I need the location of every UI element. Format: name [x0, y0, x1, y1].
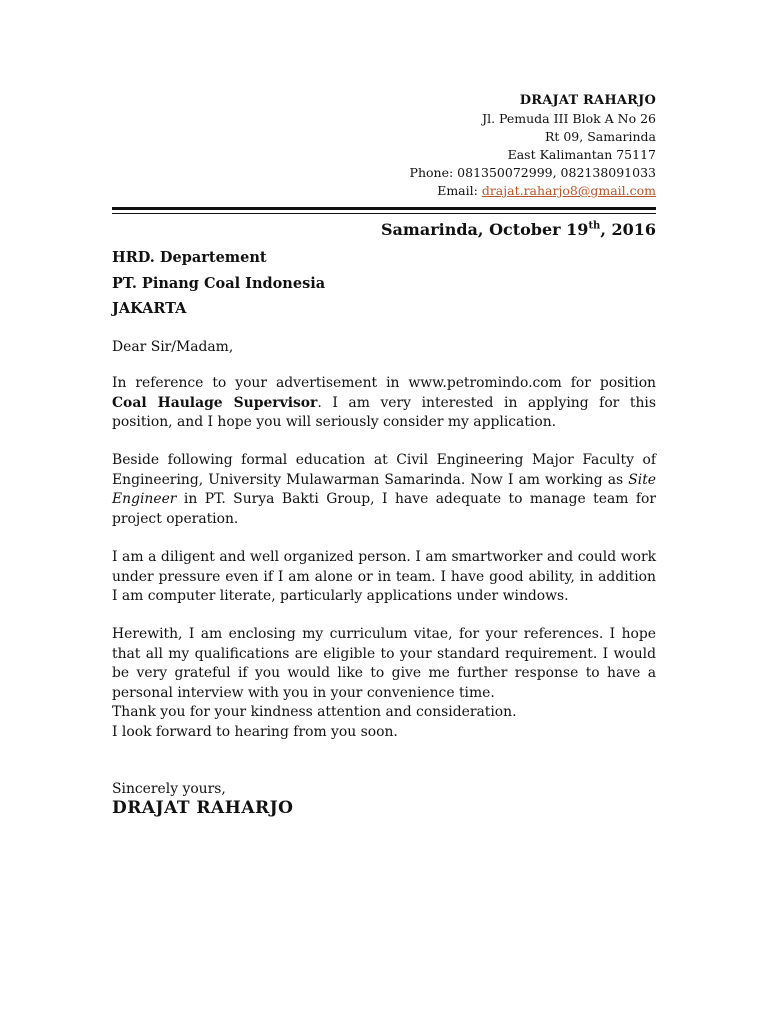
salutation: Dear Sir/Madam, — [112, 339, 234, 355]
look-forward-line: I look forward to hearing from you soon. — [112, 723, 398, 740]
paragraph-reference — [112, 374, 656, 433]
recipient-department: HRD. Departement — [112, 249, 267, 266]
job-title: Site Engineer — [112, 471, 656, 507]
position-title: Coal Haulage Supervisor — [112, 394, 318, 411]
paragraph-enclosure — [112, 625, 656, 742]
sender-email — [410, 182, 656, 200]
email-link[interactable]: drajat.raharjo8@gmail.com — [481, 183, 656, 198]
paragraph-education — [112, 451, 656, 529]
p2-text-a: Beside following formal education at Civil Engineering Major Faculty of Engineering, University Mulawarman Samarinda. Now I am working as — [112, 452, 656, 488]
p4-text: Herewith, I am enclosing my curriculum vitae, for your references. I hope that all my qualifications are eligible to your standard requirement. I would be very grateful if you would like to give me further response to have a personal interview with you in your convenience time. — [112, 626, 656, 701]
header-divider-thin — [112, 213, 656, 214]
thanks-line: Thank you for your kindness attention and consideration. — [112, 704, 517, 720]
p1-text-b: . I am very interested in applying for this position, and I hope you will seriously consider my application. — [112, 394, 656, 430]
paragraph-personality: I am a diligent and well organized person. I am smartworker and could work under pressure even if I am alone or in team. I have good ability, in addition I am computer literate, particularly applications under windows. — [112, 549, 656, 604]
sender-address-line1: Jl. Pemuda III Blok A No 26 — [482, 111, 656, 126]
signature-name: DRAJAT RAHARJO — [112, 798, 294, 818]
sender-phone — [410, 164, 656, 182]
date-month-day: October 19 — [489, 220, 589, 239]
header-divider-thick — [112, 207, 656, 210]
phone-value: 081350072999, 082138091033 — [457, 165, 656, 180]
recipient-company: PT. Pinang Coal Indonesia — [112, 274, 326, 292]
recipient-city: JAKARTA — [112, 300, 187, 317]
recipient-block — [112, 245, 325, 322]
email-label: Email: — [437, 183, 478, 198]
sender-name: DRAJAT RAHARJO — [519, 93, 656, 108]
closing: Sincerely yours, — [112, 781, 226, 797]
date-suffix: th — [588, 220, 601, 232]
sender-letterhead — [410, 92, 656, 200]
phone-label: Phone: — [409, 165, 454, 180]
p2-text-b: in PT. Surya Bakti Group, I have adequate to manage team for project operation. — [112, 491, 656, 527]
sender-address-line2: Rt 09, Samarinda — [544, 129, 656, 144]
sender-address-line3: East Kalimantan 75117 — [507, 147, 656, 162]
p1-text-a: In reference to your advertisement in www.petromindo.com for position — [112, 375, 656, 391]
letter-date: Samarinda, October 19th, 2016 — [381, 220, 656, 239]
date-place: Samarinda — [381, 220, 478, 239]
date-year: , 2016 — [600, 220, 656, 239]
